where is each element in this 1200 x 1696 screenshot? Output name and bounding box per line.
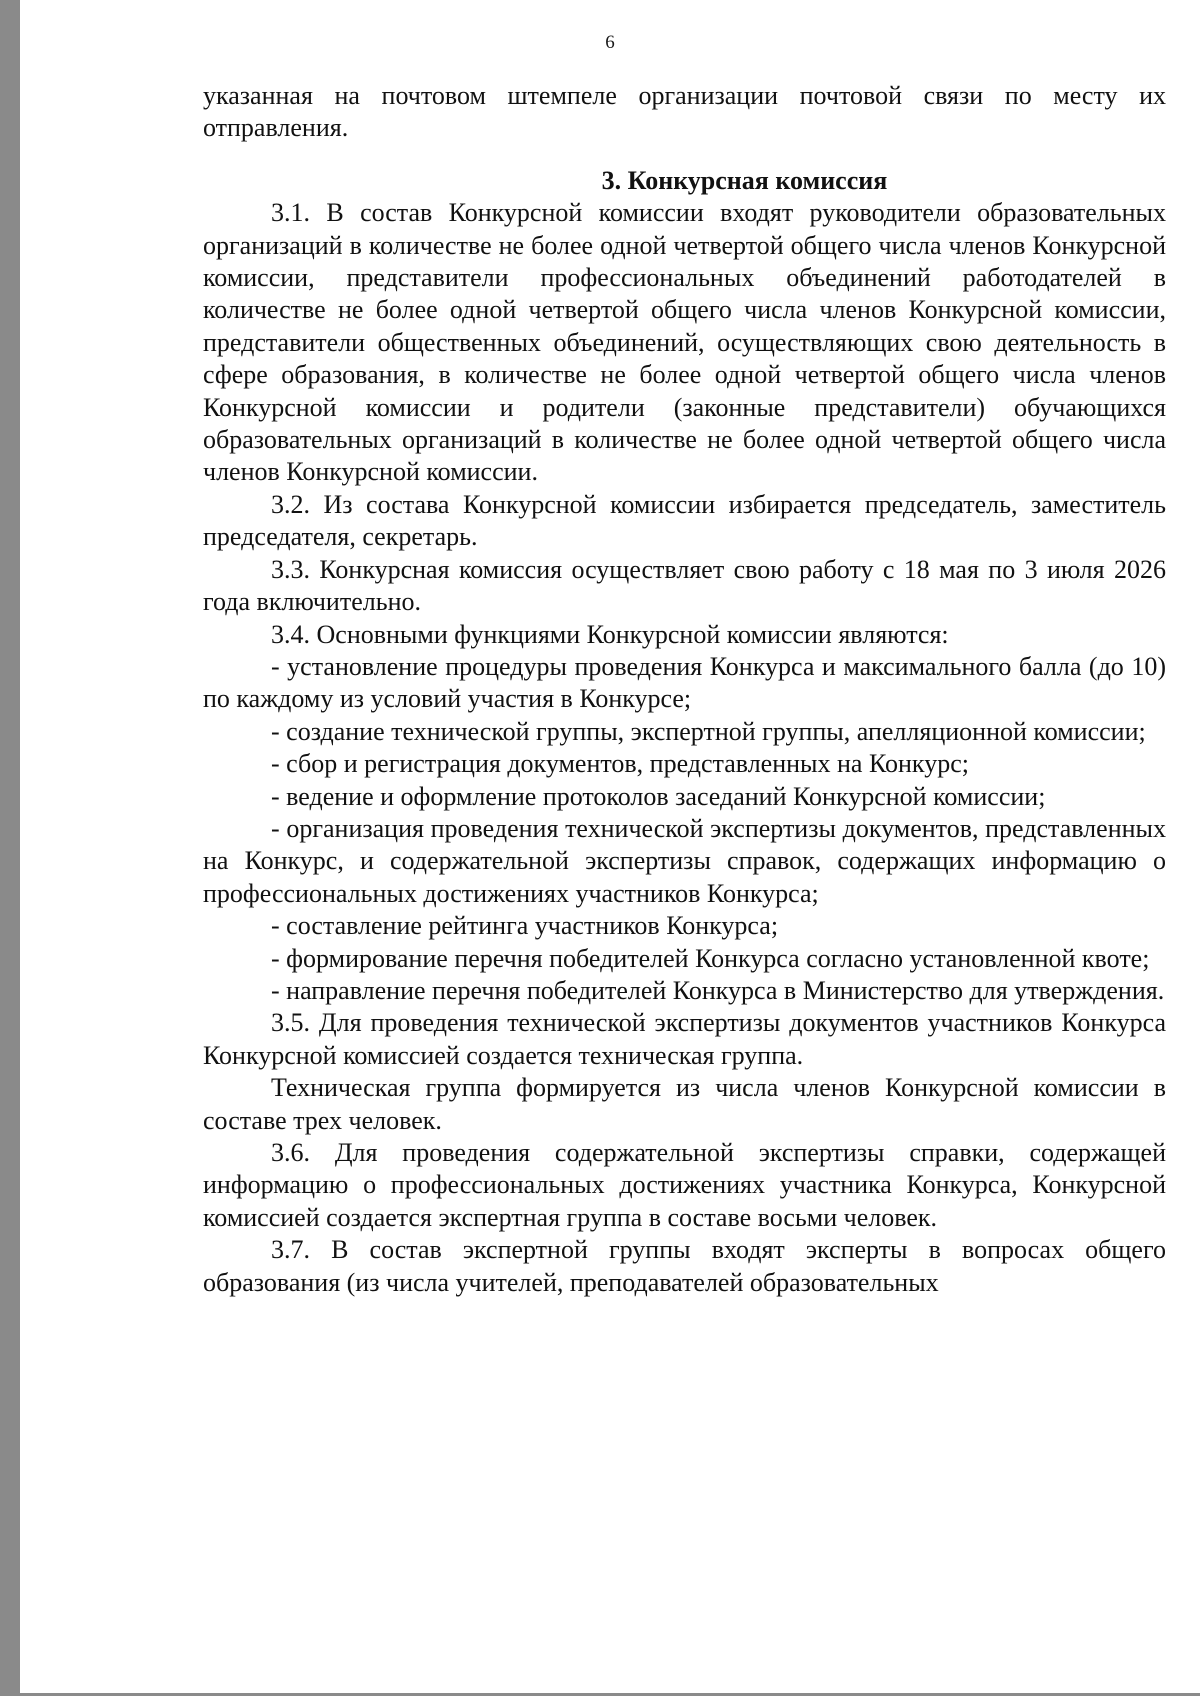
list-item: - формирование перечня победителей Конкурса согласно установленной квоте; bbox=[271, 943, 1150, 973]
paragraph-3-5: 3.5. Для проведения технической экспертизы документов участников Конкурса Конкурсной комиссией создается техническая группа. bbox=[203, 1008, 1166, 1070]
paragraph-continuation: указанная на почтовом штемпеле организации почтовой связи по месту их отправления. bbox=[203, 81, 1166, 143]
paragraph-technical-group: Техническая группа формируется из числа членов Конкурсной комиссии в составе трех человек. bbox=[203, 1073, 1166, 1135]
list-item: - создание технической группы, экспертной группы, апелляционной комиссии; bbox=[271, 716, 1146, 746]
list-item: - сбор и регистрация документов, представленных на Конкурс; bbox=[271, 749, 969, 779]
paragraph-3-1: 3.1. В состав Конкурсной комиссии входят руководители образовательных организаций в количестве не более одной четвертой общего числа членов Конкурсной комиссии, представители профессиональных объединений работодателей в количестве не более одной четвертой общего числа членов Конкурсной комиссии, представители общественных объединений, осуществляющих свою деятельность в сфере образования, в количестве не более одной четвертой общего числа членов Конкурсной комиссии и родители (законные представители) обучающихся образовательных организаций в количестве не более одной четвертой общего числа членов Конкурсной комиссии. bbox=[203, 198, 1166, 487]
list-item: - установление процедуры проведения Конкурса и максимального балла (до 10) по каждому из условий участия в Конкурсе; bbox=[203, 651, 1166, 714]
page-number: 6 bbox=[605, 32, 615, 53]
paragraph-3-7: 3.7. В состав экспертной группы входят эксперты в вопросах общего образования (из числа учителей, преподавателей образовательных bbox=[203, 1235, 1166, 1297]
paragraph-3-6: 3.6. Для проведения содержательной экспертизы справки, содержащей информацию о профессиональных достижениях участника Конкурса, Конкурсной комиссией создается экспертная группа в составе восьми человек. bbox=[203, 1138, 1166, 1232]
paragraph-3-3: 3.3. Конкурсная комиссия осуществляет свою работу с 18 мая по 3 июля 2026 года включительно. bbox=[203, 554, 1166, 617]
list-item: - направление перечня победителей Конкурса в Министерство для утверждения. bbox=[271, 975, 1165, 1005]
document-page bbox=[20, 0, 1200, 1693]
paragraph-3-2: 3.2. Из состава Конкурсной комиссии избирается председатель, заместитель председателя, секретарь. bbox=[203, 489, 1166, 552]
section-heading: 3. Конкурсная комиссия bbox=[601, 165, 888, 195]
list-item: - организация проведения технической экспертизы документов, представленных на Конкурс, и содержательной экспертизы справок, содержащих информацию о профессиональных достижениях участников Конкурса; bbox=[203, 813, 1166, 908]
document-body bbox=[203, 80, 1166, 1299]
paragraph-3-4: 3.4. Основными функциями Конкурсной комиссии являются: bbox=[271, 619, 949, 649]
list-item: - составление рейтинга участников Конкурса; bbox=[271, 911, 779, 941]
list-item: - ведение и оформление протоколов заседаний Конкурсной комиссии; bbox=[271, 781, 1046, 811]
